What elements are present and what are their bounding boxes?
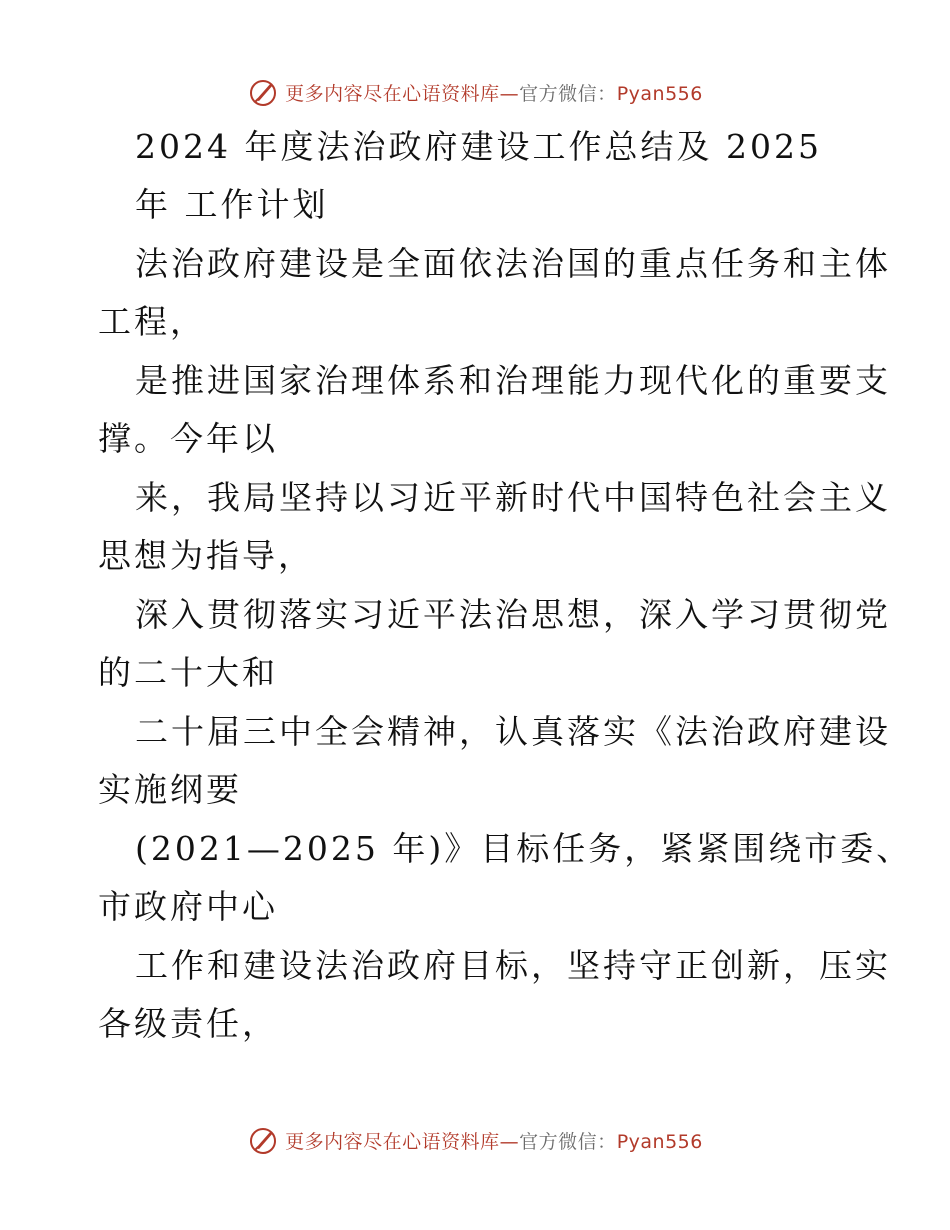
- paragraph-line: 工作和建设法治政府目标，坚持守正创新，压实: [135, 946, 891, 985]
- paragraph-line: 的二十大和: [98, 653, 278, 692]
- watermark-site-text: 更多内容尽在心语资料库: [285, 82, 500, 105]
- watermark-dash: —: [499, 82, 520, 105]
- document-title-line-2: 年 工作计划: [135, 185, 329, 224]
- paragraph-line: 是推进国家治理体系和治理能力现代化的重要支: [135, 361, 891, 400]
- watermark-site-text: 更多内容尽在心语资料库: [285, 1130, 500, 1153]
- watermark-wechat-id: Pyan556: [616, 82, 703, 105]
- paragraph-line: 撑。今年以: [98, 419, 278, 458]
- watermark-wechat-label: 官方微信：: [519, 82, 617, 105]
- paragraph-line: 二十届三中全会精神，认真落实《法治政府建设: [135, 712, 891, 751]
- paragraph-line: 各级责任，: [98, 1004, 278, 1043]
- paragraph-line: 市政府中心: [98, 887, 278, 926]
- watermark-wechat-id: Pyan556: [616, 1130, 703, 1153]
- paragraph-line: 实施纲要: [98, 770, 242, 809]
- paragraph-line: 来，我局坚持以习近平新时代中国特色社会主义: [135, 478, 891, 517]
- quill-logo-icon: [247, 1124, 279, 1156]
- paragraph-line: 思想为指导，: [98, 536, 314, 575]
- paragraph-line: 法治政府建设是全面依法治国的重点任务和主体: [135, 244, 891, 283]
- footer-watermark: [0, 1120, 950, 1160]
- watermark-wechat-label: 官方微信：: [519, 1130, 617, 1153]
- paragraph-line: (2021—2025 年)》目标任务，紧紧围绕市委、: [135, 829, 913, 868]
- watermark-dash: —: [499, 1130, 520, 1153]
- document-title-line-1: 2024 年度法治政府建设工作总结及 2025: [135, 127, 822, 166]
- paragraph-line: 深入贯彻落实习近平法治思想，深入学习贯彻党: [135, 595, 891, 634]
- paragraph-line: 工程，: [98, 302, 206, 341]
